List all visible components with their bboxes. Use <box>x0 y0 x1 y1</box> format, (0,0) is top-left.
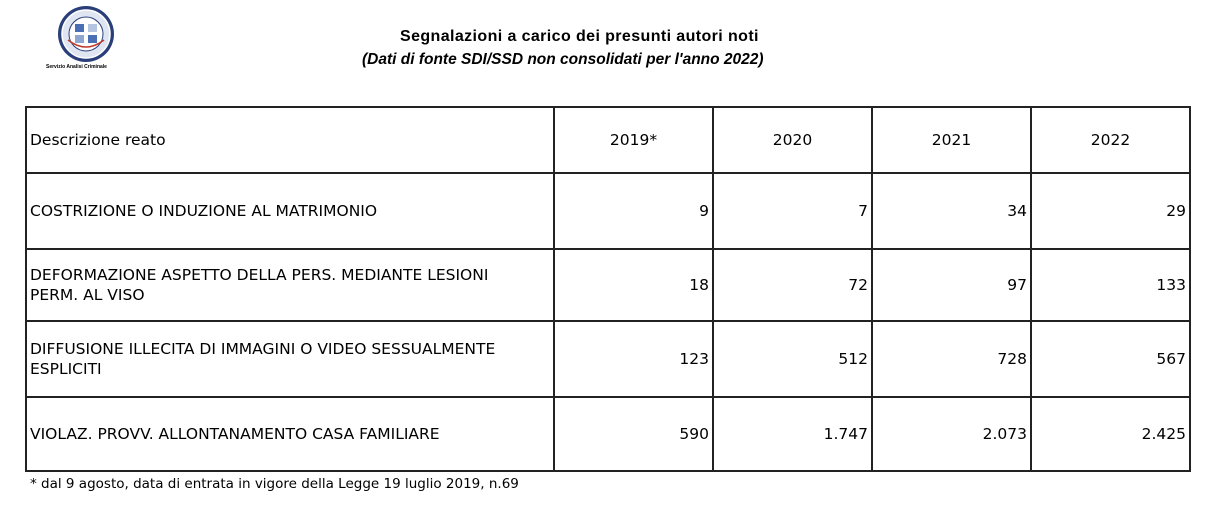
row-description <box>26 249 554 321</box>
row-value: 34 <box>872 173 1031 249</box>
row-description-line: DIFFUSIONE ILLECITA DI IMMAGINI O VIDEO SESSUALMENTE <box>30 340 496 358</box>
header-year: 2021 <box>872 107 1031 173</box>
row-description-line: DEFORMAZIONE ASPETTO DELLA PERS. MEDIANTE LESIONI <box>30 266 489 284</box>
row-value: 133 <box>1031 249 1190 321</box>
logo-caption: Servizio Analisi Criminale <box>46 64 107 70</box>
row-description-line: VIOLAZ. PROVV. ALLONTANAMENTO CASA FAMILIARE <box>30 425 440 443</box>
row-description <box>26 397 554 471</box>
header-year: 2020 <box>713 107 872 173</box>
row-value: 728 <box>872 321 1031 397</box>
row-value: 2.425 <box>1031 397 1190 471</box>
row-value: 123 <box>554 321 713 397</box>
table-row <box>26 321 1190 397</box>
row-value: 567 <box>1031 321 1190 397</box>
header-year: 2022 <box>1031 107 1190 173</box>
row-description <box>26 321 554 397</box>
data-table <box>25 106 1191 472</box>
row-value: 1.747 <box>713 397 872 471</box>
row-value: 9 <box>554 173 713 249</box>
header-year: 2019* <box>554 107 713 173</box>
page-title: Segnalazioni a carico dei presunti autori noti <box>400 28 759 45</box>
row-value: 29 <box>1031 173 1190 249</box>
page-subtitle: (Dati di fonte SDI/SSD non consolidati per l'anno 2022) <box>362 51 764 68</box>
row-value: 97 <box>872 249 1031 321</box>
table-header-row <box>26 107 1190 173</box>
row-value: 512 <box>713 321 872 397</box>
row-description <box>26 173 554 249</box>
row-description-line: PERM. AL VISO <box>30 286 145 304</box>
row-value: 72 <box>713 249 872 321</box>
header-description: Descrizione reato <box>26 107 554 173</box>
footnote: * dal 9 agosto, data di entrata in vigore della Legge 19 luglio 2019, n.69 <box>30 476 519 492</box>
table-row <box>26 249 1190 321</box>
row-description-line: COSTRIZIONE O INDUZIONE AL MATRIMONIO <box>30 202 378 220</box>
row-value: 18 <box>554 249 713 321</box>
row-description-line: ESPLICITI <box>30 360 102 378</box>
row-value: 590 <box>554 397 713 471</box>
row-value: 2.073 <box>872 397 1031 471</box>
table-row <box>26 397 1190 471</box>
row-value: 7 <box>713 173 872 249</box>
table-row <box>26 173 1190 249</box>
